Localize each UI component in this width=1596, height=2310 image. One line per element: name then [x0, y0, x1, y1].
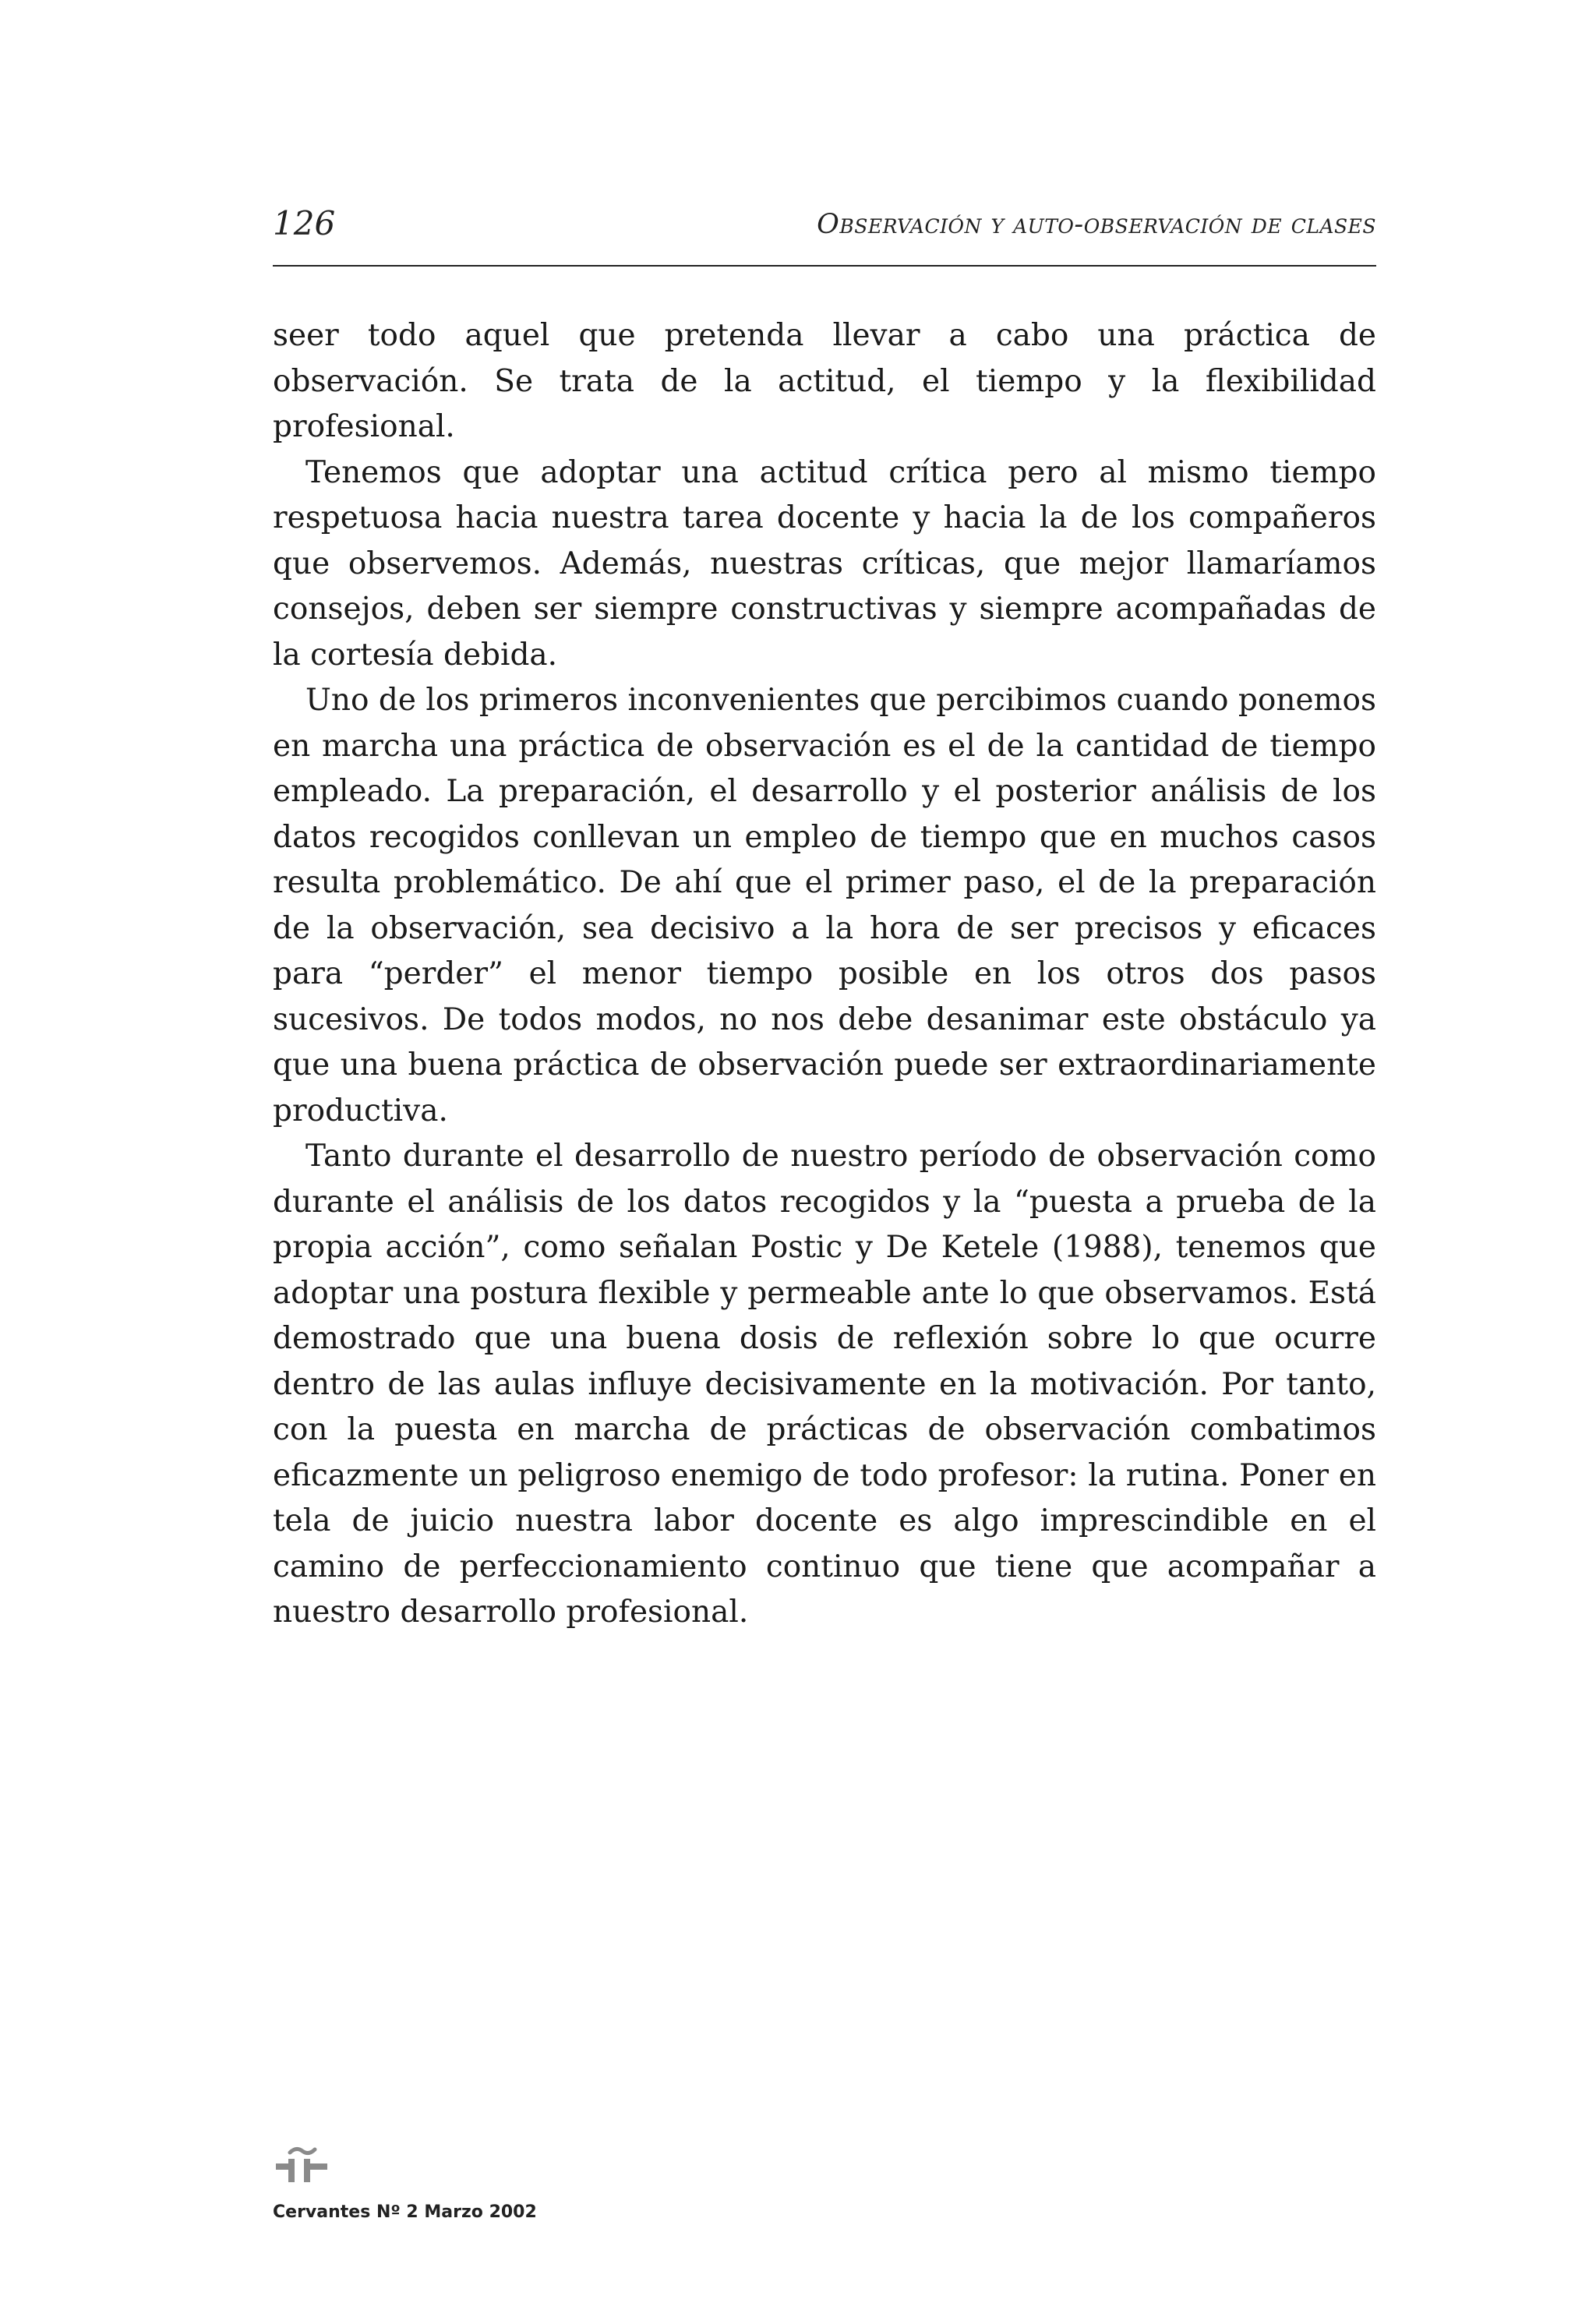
- paragraph: seer todo aquel que pretenda llevar a cabo una práctica de observación. Se trata de la actitud, el tiempo y la flexibilidad profesional.: [273, 318, 1376, 444]
- instituto-cervantes-logo-icon: [273, 2145, 332, 2184]
- body-text: [273, 313, 1376, 1636]
- header-rule: [273, 265, 1376, 267]
- paragraph: Tanto durante el desarrollo de nuestro período de observación como durante el análisis de los datos recogidos y la “puesta a prueba de la propia acción”, como señalan Postic y De Ketele (1988), tenemos que adoptar una postura flexible y permeable ante lo que observamos. Está demostrado que una buena dosis de reflexión sobre lo que ocurre dentro de las aulas influye decisivamente en la motivación. Por tanto, con la puesta en marcha de prácticas de observación combatimos eficazmente un peligroso enemigo de todo profesor: la rutina. Poner en tela de juicio nuestra labor docente es algo imprescindible en el camino de perfeccionamiento continuo que tiene que acompañar a nuestro desarrollo profesional.: [273, 1139, 1376, 1630]
- publication-footer: Cervantes Nº 2 Marzo 2002: [273, 2202, 537, 2222]
- page-number: 126: [273, 204, 336, 242]
- paragraph: Tenemos que adoptar una actitud crítica pero al mismo tiempo respetuosa hacia nuestra tarea docente y hacia la de los compañeros que observemos. Además, nuestras críticas, que mejor llamaríamos consejos, deben ser siempre constructivas y siempre acompañadas de la cortesía debida.: [273, 454, 1376, 673]
- page-header: [273, 193, 1376, 271]
- paragraph: Uno de los primeros inconvenientes que percibimos cuando ponemos en marcha una práctica de observación es el de la cantidad de tiempo empleado. La preparación, el desarrollo y el posterior análisis de los datos recogidos conllevan un empleo de tiempo que en muchos casos resulta problemático. De ahí que el primer paso, el de la preparación de la observación, sea decisivo a la hora de ser precisos y eficaces para “perder” el menor tiempo posible en los otros dos pasos sucesivos. De todos modos, no nos debe desanimar este obstáculo ya que una buena práctica de observación puede ser extraordinariamente productiva.: [273, 683, 1376, 1129]
- running-title: Observación y auto-observación de clases: [817, 209, 1376, 240]
